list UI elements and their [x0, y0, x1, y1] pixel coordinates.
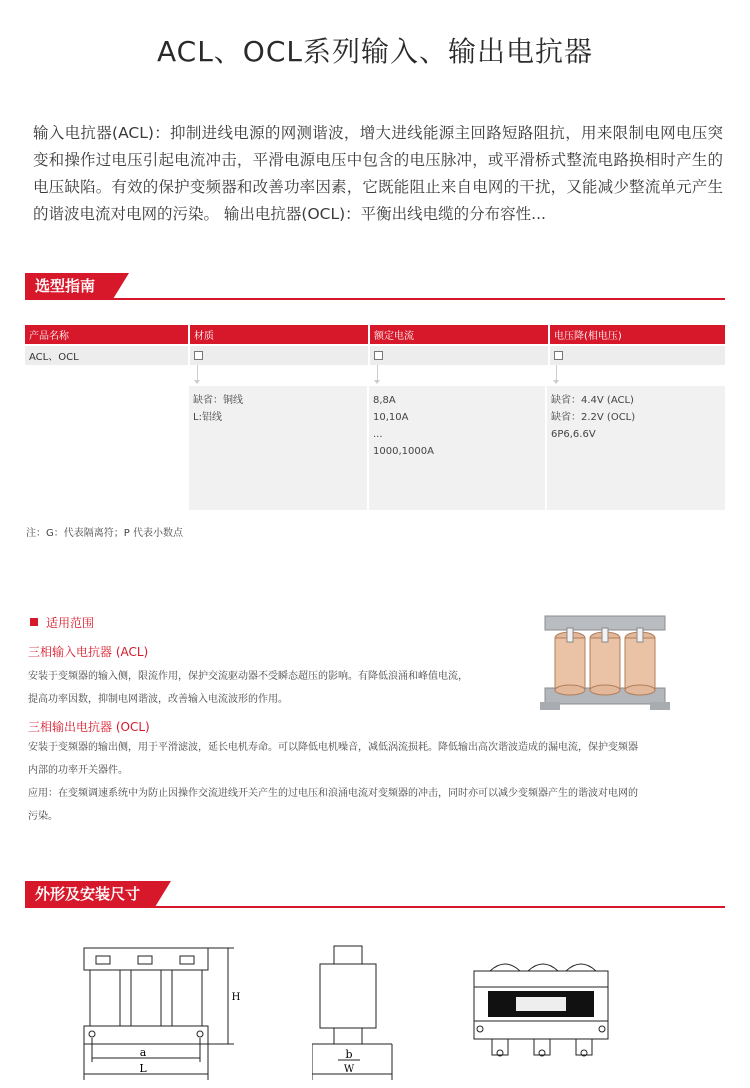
list-item: 8,8A — [373, 395, 396, 406]
voltage-checkbox[interactable] — [554, 351, 563, 360]
front-view-drawing — [78, 938, 248, 1083]
dim-H-label: H — [231, 992, 241, 1003]
col-header-material: 材质 — [189, 325, 369, 345]
col-header-current: 额定电流 — [369, 325, 549, 345]
table-header-row — [25, 325, 725, 345]
list-item: 1000,1000A — [373, 446, 434, 457]
current-checkbox-cell — [369, 345, 549, 365]
current-arrow-icon — [377, 365, 378, 381]
material-checkbox-cell — [189, 345, 369, 365]
voltage-checkbox-cell — [549, 345, 725, 365]
reactor-photo — [540, 608, 670, 723]
input-reactor-title: 三相输入电抗器 (ACL) — [28, 645, 149, 659]
selection-table — [25, 325, 725, 365]
col-header-voltage: 电压降(相电压) — [549, 325, 725, 345]
application-line-2: 污染。 — [28, 811, 58, 822]
input-reactor-line-1: 安装于变频器的输入侧，限流作用，保护交流驱动器不受瞬态超压的影响。有降低浪涌和峰值电流， — [28, 671, 468, 682]
col-header-product: 产品名称 — [25, 325, 189, 345]
list-item: ... — [373, 429, 383, 440]
dim-W-label: W — [343, 1064, 355, 1075]
intro-paragraph: 输入电抗器(ACL)：抑制进线电源的网测谐波，增大进线能源主回路短路阻抗，用来限制电网电压突变和操作过电压引起电流冲击，平滑电源电压中包含的电压脉冲，或平滑桥式整流电路换相时产生的电压缺陷。有效的保护变频器和改善功率因素，它既能阻止来自电网的干扰，又能减少整流单元产生的谐波电流对电网的污染。 输出电抗器(OCL)：平衡出线电缆的分布容性... — [33, 124, 723, 223]
dimensions-title: 外形及安装尺寸 — [25, 881, 155, 907]
table-note: 注：G：代表隔离符；P 代表小数点 — [26, 528, 183, 539]
square-bullet-icon — [30, 618, 38, 626]
list-item: 缺省：铜线 — [193, 395, 243, 406]
dim-a-label: a — [139, 1046, 147, 1059]
current-checkbox[interactable] — [374, 351, 383, 360]
page-title: ACL、OCL系列输入、输出电抗器 — [156, 35, 593, 68]
voltage-arrow-icon — [556, 365, 557, 381]
dim-L-label: L — [139, 1062, 147, 1075]
table-row — [25, 345, 725, 365]
scope-title — [30, 614, 94, 631]
scope-title-text: 适用范围 — [46, 616, 95, 630]
selection-guide-header — [25, 273, 725, 303]
output-reactor-title: 三相输出电抗器 (OCL) — [28, 720, 150, 734]
material-checkbox[interactable] — [194, 351, 203, 360]
input-reactor-line-2: 提高功率因数，抑制电网谐波，改善输入电流波形的作用。 — [28, 694, 288, 705]
material-options — [189, 386, 367, 510]
selection-guide-title: 选型指南 — [25, 273, 113, 299]
header-notch — [155, 881, 171, 907]
current-options — [369, 386, 545, 510]
list-item: L:铝线 — [193, 412, 222, 423]
list-item: 10,10A — [373, 412, 409, 423]
list-item: 6P6,6.6V — [551, 429, 596, 440]
list-item: 缺省：2.2V (OCL) — [551, 412, 636, 423]
product-name-cell: ACL、OCL — [25, 345, 189, 365]
dimensions-header — [25, 881, 725, 911]
output-reactor-line-1: 安装于变频器的输出侧，用于平滑滤波，延长电机寿命。可以降低电机噪音，减低涡流损耗。降低输出高次谐波造成的漏电流，保护变频器 — [28, 742, 638, 753]
application-line-1: 应用：在变频调速系统中为防止因操作交流进线开关产生的过电压和浪涌电流对变频器的冲击，同时亦可以减少变频器产生的谐波对电网的 — [28, 788, 638, 799]
dim-b-label: b — [345, 1048, 353, 1061]
header-rule — [25, 298, 725, 300]
side-view-drawing — [312, 938, 412, 1083]
voltage-options — [547, 386, 725, 510]
material-arrow-icon — [197, 365, 198, 381]
output-reactor-line-2: 内部的功率开关器件。 — [28, 765, 128, 776]
top-view-drawing — [470, 955, 615, 1065]
header-notch — [113, 273, 129, 299]
nameplate — [516, 997, 566, 1011]
list-item: 缺省：4.4V (ACL) — [551, 395, 634, 406]
